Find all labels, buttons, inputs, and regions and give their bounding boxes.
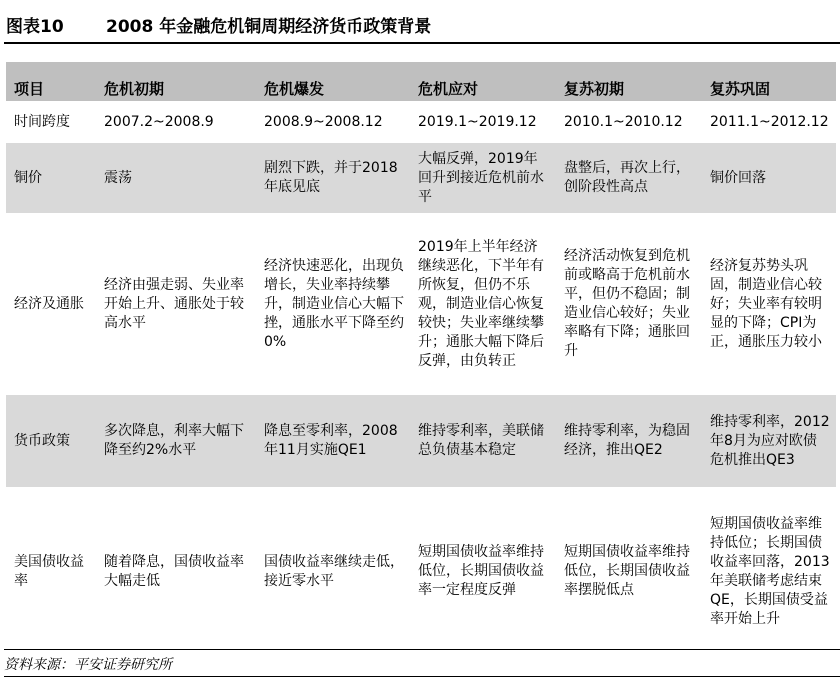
table-cell: 经济快速恶化，出现负增长，失业率持续攀升，制造业信心大幅下挫，通胀水平下降至约0% — [264, 257, 404, 350]
table-cell: 经济活动恢复到危机前或略高于危机前水平，但仍不稳固；制造业信心较好；失业率略有下降；通胀回升 — [564, 248, 690, 359]
bottom-divider — [4, 676, 840, 677]
header-cell: 危机应对 — [410, 62, 556, 102]
table-cell: 2019.1~2019.12 — [418, 113, 537, 130]
table-cell: 维持零利率，为稳固经济，推出QE2 — [556, 394, 702, 488]
table-cell: 2008.9~2008.12 — [264, 113, 383, 130]
table-cell: 2010.1~2010.12 — [564, 113, 683, 130]
figure-label: 图表10 — [6, 17, 64, 37]
table-row — [6, 214, 836, 394]
table-cell: 震荡 — [96, 142, 256, 214]
table-row — [6, 102, 836, 142]
table-cell: 短期国债收益率维持低位，长期国债收益率摆脱低点 — [564, 544, 690, 598]
table-cell: 降息至零利率，2008年11月实施QE1 — [256, 394, 410, 488]
row-label: 货币政策 — [6, 394, 96, 488]
row-label: 时间跨度 — [14, 113, 70, 130]
header-cell: 复苏巩固 — [702, 62, 836, 102]
table-cell: 维持零利率，美联储总负债基本稳定 — [410, 394, 556, 488]
table-cell: 国债收益率继续走低，接近零水平 — [264, 553, 404, 589]
table-cell: 经济复苏势头巩固，制造业信心较好；失业率有较明显的下降；CPI为正，通胀压力较小 — [710, 257, 822, 350]
table-cell: 经济由强走弱、失业率开始上升、通胀处于较高水平 — [104, 276, 244, 331]
table-cell: 大幅反弹，2019年回升到接近危机前水平 — [410, 142, 556, 214]
source-text: 资料来源：平安证券研究所 — [4, 657, 172, 673]
table-cell: 铜价回落 — [702, 142, 836, 214]
header-cell: 危机爆发 — [256, 62, 410, 102]
policy-background-table — [6, 62, 836, 654]
table-header-row — [6, 62, 836, 102]
table-row — [6, 394, 836, 488]
table-cell: 随着降息，国债收益率大幅走低 — [104, 553, 244, 589]
row-label: 铜价 — [6, 142, 96, 214]
table-cell: 2019年上半年经济继续恶化，下半年有所恢复，但仍不乐观，制造业信心恢复较快；失业率继续攀升；通胀大幅下降后反弹，由负转正 — [418, 238, 544, 369]
figure-caption — [4, 0, 840, 44]
table-cell: 多次降息，利率大幅下降至约2%水平 — [96, 394, 256, 488]
header-cell: 危机初期 — [96, 62, 256, 102]
table-cell: 短期国债收益率维持低位，长期国债收益率一定程度反弹 — [418, 544, 544, 598]
row-label: 经济及通胀 — [14, 295, 84, 312]
table-cell: 2007.2~2008.9 — [104, 113, 214, 130]
table-cell: 盘整后，再次上行，创阶段性高点 — [556, 142, 702, 214]
table-cell: 2011.1~2012.12 — [710, 113, 829, 130]
table-row — [6, 142, 836, 214]
row-label: 美国债收益率 — [14, 553, 84, 589]
header-cell: 复苏初期 — [556, 62, 702, 102]
source-note — [4, 649, 840, 674]
figure-title: 2008 年金融危机铜周期经济货币政策背景 — [106, 17, 432, 37]
table-cell: 维持零利率，2012年8月为应对欧债危机推出QE3 — [702, 394, 836, 488]
table-row — [6, 488, 836, 654]
header-cell: 项目 — [6, 62, 96, 102]
table-cell: 剧烈下跌，并于2018年底见底 — [256, 142, 410, 214]
table-cell: 短期国债收益率维持低位；长期国债收益率回落，2013年美联储考虑结束QE，长期国债受益率开始上升 — [710, 515, 830, 627]
